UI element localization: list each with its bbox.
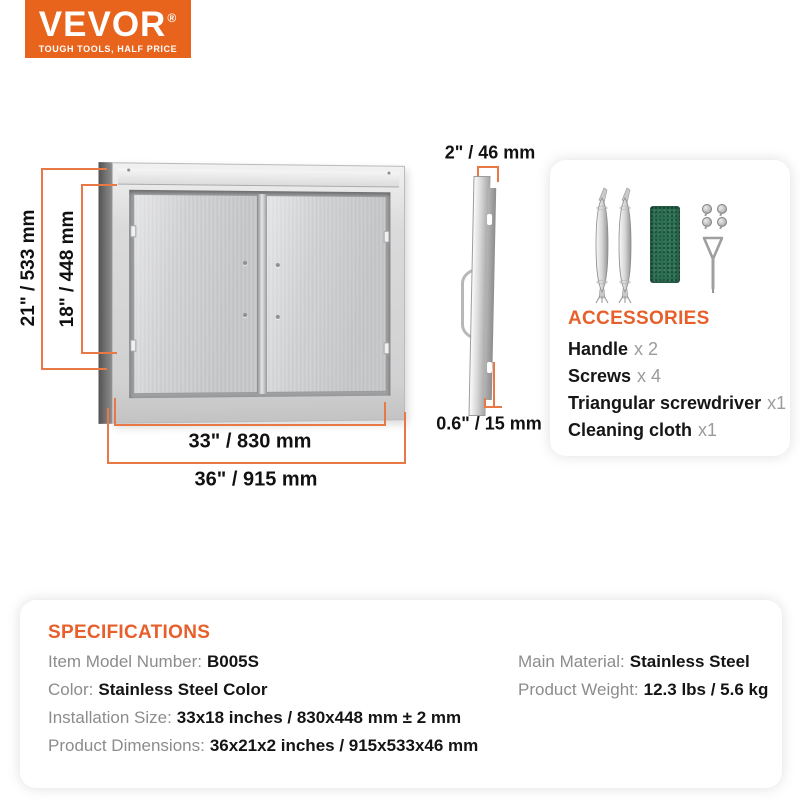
door-recess bbox=[129, 190, 390, 398]
accessory-name: Handle bbox=[568, 339, 629, 359]
door-left-edge bbox=[99, 162, 112, 424]
door-center-divider bbox=[257, 194, 266, 394]
panel-screw-icon bbox=[243, 261, 247, 265]
accessories-card bbox=[550, 160, 790, 456]
spec-value: B005S bbox=[207, 652, 259, 671]
door-panel-right bbox=[265, 195, 386, 393]
vevor-logo bbox=[25, 0, 191, 58]
hinge-slot-icon bbox=[384, 231, 390, 243]
mount-slot-icon bbox=[487, 214, 492, 225]
spec-value: 33x18 inches / 830x448 mm ± 2 mm bbox=[176, 708, 462, 727]
spec-label: Product Dimensions: bbox=[48, 736, 205, 755]
dim-line-inner-width bbox=[114, 424, 386, 426]
accessory-name: Cleaning cloth bbox=[568, 420, 693, 440]
accessory-name: Screws bbox=[568, 366, 632, 386]
spec-value: 36x21x2 inches / 915x533x46 mm bbox=[209, 736, 479, 755]
specifications-title: SPECIFICATIONS bbox=[48, 622, 211, 643]
accessory-qty: x1 bbox=[767, 393, 787, 413]
spec-value: Stainless Steel bbox=[629, 652, 750, 671]
door-top-rail bbox=[118, 168, 399, 187]
dim-line-side-top bbox=[477, 166, 499, 168]
dim-line-outer-height bbox=[41, 168, 43, 370]
dim-label-side-top: 2" / 46 mm bbox=[444, 142, 536, 163]
accessory-qty: x 4 bbox=[637, 366, 662, 386]
spec-row bbox=[48, 704, 478, 732]
list-item bbox=[568, 336, 786, 363]
screw-icon bbox=[717, 204, 727, 214]
dim-label-inner-height: 18" / 448 mm bbox=[57, 210, 78, 328]
dim-tick bbox=[81, 184, 117, 186]
rail-screw-icon bbox=[127, 169, 130, 172]
list-item bbox=[568, 390, 786, 417]
spec-column-left bbox=[48, 648, 478, 760]
dim-line-side-bottom bbox=[493, 362, 495, 408]
registered-mark-icon: ® bbox=[167, 11, 178, 25]
handle-icon bbox=[592, 186, 612, 304]
dim-tick bbox=[41, 368, 107, 370]
list-item bbox=[568, 417, 786, 444]
mount-slot-icon bbox=[487, 362, 492, 373]
list-item bbox=[568, 363, 786, 390]
accessories-title: ACCESSORIES bbox=[568, 308, 710, 329]
brand-tagline: TOUGH TOOLS, HALF PRICE bbox=[38, 44, 178, 54]
panel-screw-icon bbox=[243, 313, 247, 317]
door-front-view bbox=[99, 162, 405, 424]
dim-tick bbox=[484, 406, 502, 408]
hinge-slot-icon bbox=[130, 340, 136, 352]
dim-ext-line bbox=[384, 402, 386, 426]
dim-line-outer-width bbox=[107, 462, 406, 464]
dim-line-inner-height bbox=[81, 184, 83, 354]
spec-row bbox=[518, 648, 768, 676]
brand-name-text: VEVOR bbox=[38, 5, 167, 44]
spec-label: Main Material: bbox=[518, 652, 625, 671]
spec-row bbox=[48, 732, 478, 760]
screw-icon bbox=[702, 217, 712, 227]
dim-ext-line bbox=[404, 412, 406, 464]
panel-screw-icon bbox=[275, 263, 279, 267]
hinge-slot-icon bbox=[384, 343, 390, 355]
spec-row bbox=[48, 648, 478, 676]
handle-icon bbox=[615, 186, 635, 304]
screw-icon bbox=[702, 204, 712, 214]
dim-tick bbox=[81, 352, 117, 354]
spec-label: Color: bbox=[48, 680, 94, 699]
hinge-slot-icon bbox=[130, 225, 136, 237]
accessory-qty: x 2 bbox=[634, 339, 659, 359]
accessory-qty: x1 bbox=[698, 420, 718, 440]
brand-name bbox=[25, 7, 191, 42]
dim-ext-line bbox=[107, 408, 109, 464]
specifications-card bbox=[20, 600, 782, 788]
door-side-view bbox=[471, 176, 505, 414]
spec-value: Stainless Steel Color bbox=[98, 680, 268, 699]
door-outer-frame bbox=[112, 162, 405, 424]
spec-label: Installation Size: bbox=[48, 708, 172, 727]
dim-label-side-bottom: 0.6" / 15 mm bbox=[436, 413, 542, 434]
door-panel-left bbox=[133, 194, 257, 394]
screw-icon bbox=[717, 217, 727, 227]
spec-label: Product Weight: bbox=[518, 680, 639, 699]
spec-row bbox=[518, 676, 768, 704]
dim-tick bbox=[41, 168, 107, 170]
dim-label-outer-height: 21" / 533 mm bbox=[18, 209, 39, 327]
rail-screw-icon bbox=[388, 172, 391, 175]
cleaning-cloth-icon bbox=[650, 206, 680, 283]
spec-value: 12.3 lbs / 5.6 kg bbox=[643, 680, 769, 699]
panel-screw-icon bbox=[275, 315, 279, 319]
dim-label-inner-width: 33" / 830 mm bbox=[188, 430, 312, 453]
triangular-screwdriver-icon bbox=[698, 232, 728, 294]
accessory-name: Triangular screwdriver bbox=[568, 393, 762, 413]
spec-label: Item Model Number: bbox=[48, 652, 202, 671]
dim-label-outer-width: 36" / 915 mm bbox=[194, 468, 318, 491]
spec-column-right bbox=[518, 648, 768, 704]
spec-row bbox=[48, 676, 478, 704]
dim-ext-line bbox=[114, 398, 116, 426]
accessories-list bbox=[568, 336, 786, 444]
